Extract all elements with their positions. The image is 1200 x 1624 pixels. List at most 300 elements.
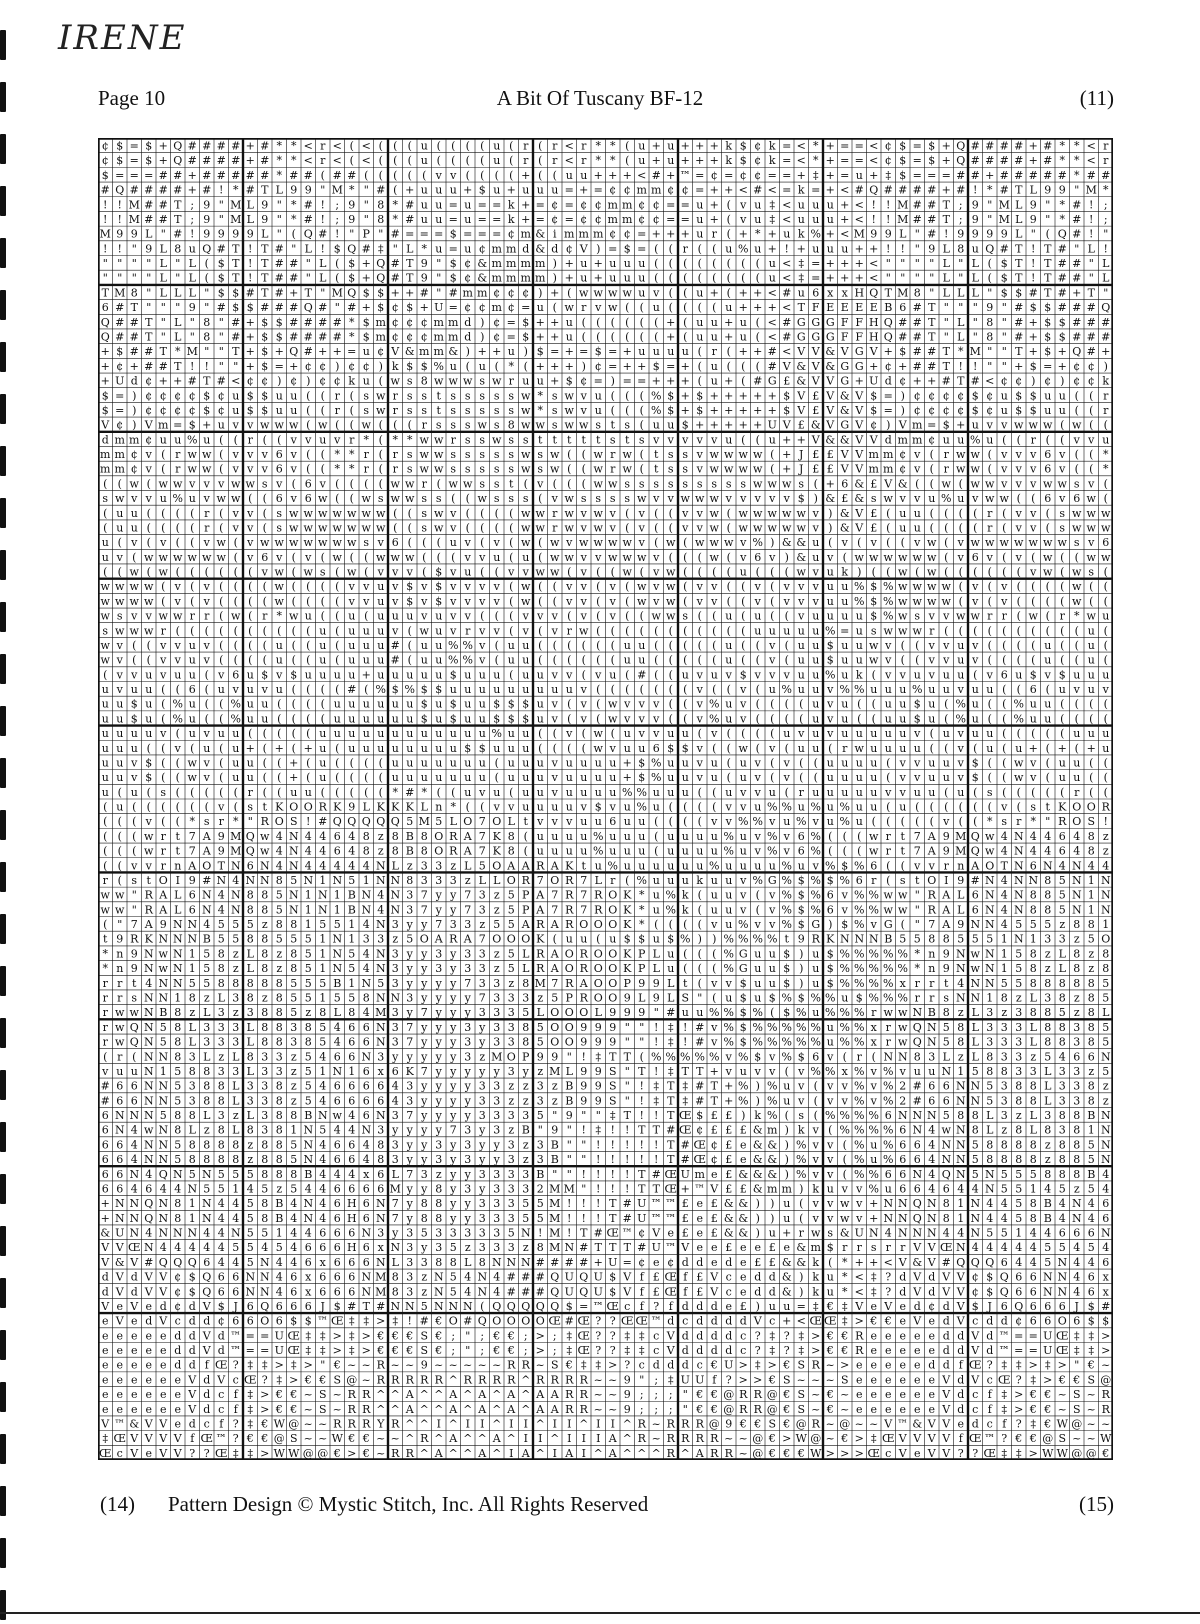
chart-symbol: v <box>913 463 921 476</box>
chart-symbol: u <box>261 698 268 711</box>
chart-symbol: 6 <box>363 1094 370 1107</box>
chart-symbol: % <box>753 1036 763 1049</box>
chart-symbol: 9 <box>638 1006 645 1019</box>
chart-symbol: ) <box>901 404 905 417</box>
chart-symbol: ( <box>1046 610 1050 623</box>
chart-symbol: $ <box>261 668 268 681</box>
chart-symbol: w <box>594 477 604 490</box>
chart-symbol: n <box>435 801 442 814</box>
chart-symbol: & <box>840 521 850 534</box>
chart-symbol: 7 <box>464 977 471 990</box>
chart-symbol: u <box>377 610 384 623</box>
chart-symbol: # <box>159 184 168 197</box>
chart-symbol: E <box>855 301 863 314</box>
chart-symbol: L <box>189 257 197 270</box>
chart-symbol: s <box>407 404 413 417</box>
chart-symbol: u <box>870 727 877 740</box>
chart-symbol: v <box>971 654 979 667</box>
chart-symbol: u <box>841 654 848 667</box>
chart-symbol: ( <box>785 742 789 755</box>
chart-symbol: = <box>840 624 849 637</box>
chart-symbol: u <box>247 683 254 696</box>
chart-symbol: 4 <box>334 1021 341 1034</box>
chart-symbol: % <box>854 918 864 931</box>
chart-symbol: w <box>985 830 995 843</box>
chart-symbol: ¢ <box>551 198 558 211</box>
chart-symbol: u <box>1059 404 1066 417</box>
chart-symbol: 4 <box>377 903 384 916</box>
chart-symbol: ! <box>944 228 948 241</box>
chart-symbol: ( <box>712 992 716 1005</box>
chart-symbol: u <box>116 771 123 784</box>
chart-symbol: s <box>421 404 427 417</box>
chart-symbol: r <box>581 140 587 153</box>
chart-symbol: u <box>798 668 805 681</box>
chart-symbol: y <box>420 992 428 1005</box>
chart-symbol: 5 <box>290 874 297 887</box>
chart-symbol: = <box>855 154 864 167</box>
chart-symbol: + <box>1029 345 1038 358</box>
chart-symbol: O <box>159 874 168 887</box>
chart-symbol: T <box>653 1124 661 1137</box>
chart-symbol: ( <box>277 727 281 740</box>
chart-symbol: 5 <box>189 977 196 990</box>
chart-symbol: t <box>944 977 949 990</box>
chart-symbol: 6 <box>348 1021 355 1034</box>
chart-symbol: ¢ <box>174 404 181 417</box>
chart-symbol: ( <box>103 918 107 931</box>
chart-symbol: < <box>304 154 313 167</box>
chart-symbol: G <box>739 962 748 975</box>
chart-symbol: M <box>114 286 125 299</box>
chart-symbol: + <box>724 1094 733 1107</box>
chart-symbol: 8 <box>943 1006 950 1019</box>
chart-symbol: T <box>609 1050 617 1063</box>
chart-symbol: v <box>812 521 820 534</box>
chart-symbol: T <box>1015 272 1023 285</box>
chart-symbol: w <box>913 551 923 564</box>
chart-symbol: w <box>434 433 444 446</box>
chart-symbol: % <box>767 933 777 946</box>
chart-symbol: " <box>538 1124 543 1137</box>
chart-symbol: 3 <box>218 1006 225 1019</box>
chart-symbol: v <box>957 771 965 784</box>
chart-symbol: N <box>332 1065 342 1078</box>
chart-symbol: u <box>899 727 906 740</box>
chart-symbol: 8 <box>232 977 239 990</box>
chart-symbol: 9 <box>798 933 805 946</box>
chart-symbol: $ <box>203 404 210 417</box>
chart-symbol: ( <box>770 727 774 740</box>
chart-symbol: + <box>1029 140 1038 153</box>
chart-symbol: ¢ <box>131 448 138 461</box>
chart-symbol: u <box>334 712 341 725</box>
chart-symbol: $ <box>624 933 631 946</box>
chart-symbol: w <box>449 375 459 388</box>
chart-symbol: v <box>449 566 457 579</box>
chart-symbol: 3 <box>493 1094 500 1107</box>
chart-symbol: ( <box>712 962 716 975</box>
chart-symbol: v <box>652 433 660 446</box>
chart-symbol: w <box>898 1006 908 1019</box>
chart-symbol: $ <box>740 1036 747 1049</box>
chart-symbol: u <box>464 698 471 711</box>
chart-symbol: v <box>464 536 472 549</box>
chart-symbol: u <box>479 668 486 681</box>
chart-symbol: 6 <box>899 301 906 314</box>
chart-symbol: v <box>638 507 646 520</box>
chart-symbol: u <box>450 683 457 696</box>
chart-symbol: 9 <box>972 198 979 211</box>
chart-symbol: O <box>275 815 284 828</box>
chart-symbol: v <box>478 580 486 593</box>
chart-symbol: ( <box>538 492 542 505</box>
chart-symbol: E <box>841 301 849 314</box>
chart-symbol: 6 <box>1102 536 1109 549</box>
chart-symbol: u <box>711 889 718 902</box>
chart-symbol: ( <box>234 580 238 593</box>
chart-symbol: # <box>231 169 240 182</box>
chart-symbol: u <box>682 668 689 681</box>
chart-symbol: ( <box>176 801 180 814</box>
chart-symbol: ( <box>263 786 267 799</box>
chart-symbol: ( <box>654 624 658 637</box>
chart-symbol: ) <box>828 507 832 520</box>
chart-symbol: u <box>537 845 544 858</box>
chart-symbol: ( <box>132 830 136 843</box>
chart-symbol: u <box>682 830 689 843</box>
chart-symbol: v <box>246 521 254 534</box>
chart-symbol: u <box>421 668 428 681</box>
chart-symbol: K <box>493 830 502 843</box>
chart-symbol: 9 <box>131 228 138 241</box>
chart-symbol: 3 <box>232 1021 239 1034</box>
chart-symbol: # <box>173 184 182 197</box>
chart-symbol: % <box>854 977 864 990</box>
chart-symbol: m <box>492 272 503 285</box>
chart-symbol: u <box>812 213 819 226</box>
chart-symbol: m <box>434 331 445 344</box>
chart-symbol: % <box>840 1021 850 1034</box>
chart-symbol: ( <box>582 331 586 344</box>
chart-symbol: u <box>812 947 819 960</box>
chart-symbol: L <box>986 1109 994 1122</box>
chart-symbol: # <box>376 184 385 197</box>
chart-symbol: 5 <box>914 933 921 946</box>
chart-symbol: 6 <box>348 1138 355 1151</box>
chart-symbol: 8 <box>1044 977 1051 990</box>
chart-symbol: = <box>840 154 849 167</box>
chart-symbol: k <box>682 903 689 916</box>
chart-symbol: N <box>115 1124 125 1137</box>
chart-symbol: < <box>782 301 791 314</box>
chart-symbol: u <box>537 698 544 711</box>
chart-symbol: ( <box>988 580 992 593</box>
chart-symbol: s <box>421 507 427 520</box>
chart-symbol: " <box>364 198 369 211</box>
chart-symbol: $ <box>870 404 877 417</box>
chart-symbol: P <box>624 977 632 990</box>
chart-symbol: O <box>608 992 617 1005</box>
chart-symbol: ( <box>712 624 716 637</box>
chart-symbol: # <box>898 316 907 329</box>
chart-symbol: " <box>1045 815 1050 828</box>
chart-symbol: s <box>494 448 500 461</box>
chart-symbol: A <box>550 947 560 960</box>
chart-symbol: Q <box>347 815 356 828</box>
chart-symbol: T <box>1044 242 1052 255</box>
chart-symbol: $ <box>450 272 457 285</box>
chart-symbol: u <box>247 712 254 725</box>
chart-symbol: t <box>553 433 558 446</box>
chart-symbol: = <box>1043 360 1052 373</box>
chart-symbol: % <box>840 1036 850 1049</box>
chart-symbol: ( <box>524 830 528 843</box>
chart-symbol: ( <box>712 639 716 652</box>
chart-symbol: ( <box>669 257 673 270</box>
chart-symbol: J <box>798 463 803 476</box>
chart-symbol: ( <box>219 566 223 579</box>
chart-symbol: u <box>914 1065 921 1078</box>
binding-hole <box>0 1486 6 1516</box>
chart-symbol: # <box>1087 301 1096 314</box>
chart-symbol: A <box>463 845 473 858</box>
chart-symbol: ( <box>292 727 296 740</box>
chart-symbol: v <box>203 639 211 652</box>
chart-symbol: ( <box>263 492 267 505</box>
chart-symbol: % <box>709 712 719 725</box>
chart-symbol: ( <box>1046 580 1050 593</box>
chart-symbol: # <box>130 316 139 329</box>
chart-symbol: v <box>696 507 704 520</box>
chart-symbol: * <box>1060 213 1066 226</box>
chart-symbol: T <box>667 1109 675 1122</box>
chart-symbol: v <box>739 492 747 505</box>
chart-symbol: 4 <box>348 1109 355 1122</box>
chart-symbol: L <box>232 1094 240 1107</box>
chart-symbol: # <box>260 301 269 314</box>
chart-symbol: 9 <box>957 918 964 931</box>
chart-symbol: ( <box>712 801 716 814</box>
chart-symbol: u <box>957 668 964 681</box>
chart-symbol: 4 <box>1059 859 1066 872</box>
chart-symbol: 8 <box>174 1124 181 1137</box>
chart-symbol: # <box>144 360 153 373</box>
chart-symbol: 5 <box>1001 977 1008 990</box>
chart-symbol: u <box>609 771 616 784</box>
chart-symbol: u <box>348 668 355 681</box>
chart-symbol: T <box>232 242 240 255</box>
chart-symbol: r <box>1103 154 1109 167</box>
chart-symbol: + <box>724 404 733 417</box>
chart-symbol: ¢ <box>885 360 892 373</box>
chart-symbol: u <box>711 874 718 887</box>
chart-symbol: w <box>898 903 908 916</box>
chart-symbol: 8 <box>406 874 413 887</box>
chart-symbol: 8 <box>189 1109 196 1122</box>
chart-symbol: + <box>565 272 574 285</box>
chart-symbol: G <box>840 375 849 388</box>
chart-symbol: ( <box>408 507 412 520</box>
chart-symbol: = <box>130 169 139 182</box>
chart-symbol: w <box>927 580 937 593</box>
chart-symbol: ( <box>683 566 687 579</box>
chart-symbol: ( <box>1017 639 1021 652</box>
chart-symbol: w <box>159 566 169 579</box>
chart-symbol: v <box>174 595 182 608</box>
chart-symbol: k <box>769 140 776 153</box>
chart-symbol: + <box>666 169 675 182</box>
chart-symbol: ( <box>567 286 571 299</box>
chart-symbol: 1 <box>189 947 196 960</box>
chart-symbol: ( <box>640 331 644 344</box>
chart-symbol: % <box>376 683 386 696</box>
chart-symbol: v <box>449 624 457 637</box>
chart-symbol: u <box>754 610 761 623</box>
chart-symbol: z <box>537 992 543 1005</box>
chart-symbol: = <box>724 169 733 182</box>
chart-symbol: ( <box>234 433 238 446</box>
chart-symbol: % <box>796 815 806 828</box>
chart-symbol: + <box>710 389 719 402</box>
chart-symbol: N <box>158 992 168 1005</box>
chart-symbol: w <box>724 448 734 461</box>
chart-symbol: w <box>115 1036 125 1049</box>
chart-symbol: % <box>666 903 676 916</box>
chart-symbol: A <box>144 918 154 931</box>
chart-symbol: u <box>276 404 283 417</box>
chart-symbol: 3 <box>537 1080 544 1093</box>
chart-symbol: N <box>912 1006 922 1019</box>
chart-symbol: ( <box>393 184 397 197</box>
chart-symbol: < <box>855 213 864 226</box>
chart-symbol: k <box>348 375 355 388</box>
chart-symbol: $ <box>653 360 660 373</box>
chart-symbol: ( <box>335 272 339 285</box>
chart-symbol: ( <box>321 463 325 476</box>
chart-symbol: T <box>928 316 936 329</box>
chart-symbol: ( <box>1104 566 1108 579</box>
chart-symbol: u <box>566 331 573 344</box>
chart-symbol: ( <box>451 551 455 564</box>
chart-symbol: z <box>233 947 239 960</box>
chart-symbol: 8 <box>1030 889 1037 902</box>
chart-symbol: 5 <box>348 992 355 1005</box>
chart-symbol: + <box>159 154 168 167</box>
chart-symbol: ( <box>698 947 702 960</box>
chart-symbol: w <box>985 845 995 858</box>
chart-symbol: 8 <box>508 830 515 843</box>
chart-symbol: 8 <box>1073 947 1080 960</box>
chart-symbol: % <box>637 874 647 887</box>
chart-symbol: y <box>420 977 428 990</box>
chart-symbol: ( <box>712 742 716 755</box>
chart-symbol: " <box>900 257 905 270</box>
chart-symbol: % <box>854 1036 864 1049</box>
chart-symbol: 3 <box>1001 1050 1008 1063</box>
chart-symbol: u <box>711 316 718 329</box>
chart-symbol: d <box>551 242 558 255</box>
chart-symbol: v <box>725 977 733 990</box>
chart-symbol: * <box>393 198 399 211</box>
chart-symbol: m <box>100 448 111 461</box>
chart-symbol: m <box>869 463 880 476</box>
chart-symbol: % <box>651 1050 661 1063</box>
chart-symbol: % <box>767 830 777 843</box>
chart-symbol: v <box>696 448 704 461</box>
chart-symbol: 8 <box>957 1021 964 1034</box>
chart-symbol: u <box>740 756 747 769</box>
chart-symbol: 5 <box>174 1138 181 1151</box>
chart-symbol: 5 <box>319 1036 326 1049</box>
chart-symbol: % <box>651 389 661 402</box>
chart-symbol: ( <box>770 771 774 784</box>
chart-symbol: 8 <box>421 845 428 858</box>
chart-symbol: 8 <box>1088 1094 1095 1107</box>
chart-symbol: 5 <box>1030 918 1037 931</box>
chart-symbol: u <box>131 683 138 696</box>
chart-symbol: u <box>363 624 370 637</box>
chart-symbol: V <box>869 433 879 446</box>
chart-symbol: + <box>507 184 516 197</box>
chart-symbol: " <box>103 272 108 285</box>
chart-symbol: v <box>145 463 153 476</box>
chart-symbol: = <box>782 140 791 153</box>
chart-symbol: 5 <box>1059 889 1066 902</box>
chart-symbol: w <box>550 536 560 549</box>
chart-symbol: r <box>320 154 326 167</box>
chart-symbol: s <box>262 477 268 490</box>
chart-symbol: R <box>522 874 531 887</box>
chart-symbol: v <box>754 845 762 858</box>
chart-symbol: 3 <box>464 1124 471 1137</box>
chart-symbol: N <box>1072 903 1082 916</box>
chart-symbol: ( <box>654 830 658 843</box>
chart-symbol: ( <box>451 140 455 153</box>
chart-symbol: ( <box>335 683 339 696</box>
chart-symbol: % <box>738 242 748 255</box>
chart-symbol: ( <box>567 712 571 725</box>
chart-symbol: # <box>101 184 110 197</box>
chart-symbol: s <box>450 404 456 417</box>
chart-symbol: y <box>420 1109 428 1122</box>
chart-symbol: 3 <box>479 962 486 975</box>
chart-symbol: u <box>522 375 529 388</box>
chart-symbol: 9 <box>595 1094 602 1107</box>
chart-symbol: ( <box>1104 595 1108 608</box>
chart-symbol: # <box>188 375 197 388</box>
chart-symbol: = <box>478 228 487 241</box>
chart-symbol: $ <box>102 389 109 402</box>
chart-symbol: 4 <box>1001 918 1008 931</box>
chart-symbol: + <box>246 140 255 153</box>
chart-symbol: V <box>825 375 835 388</box>
chart-symbol: # <box>782 286 791 299</box>
chart-symbol: E <box>870 301 878 314</box>
chart-symbol: ( <box>712 610 716 623</box>
chart-symbol: N <box>898 1050 908 1063</box>
chart-symbol: v <box>493 580 501 593</box>
chart-symbol: 5 <box>305 962 312 975</box>
chart-symbol: v <box>928 610 936 623</box>
chart-symbol: 5 <box>1102 1021 1109 1034</box>
chart-symbol: 6 <box>189 683 196 696</box>
chart-symbol: ( <box>669 551 673 564</box>
chart-symbol: y <box>435 1021 443 1034</box>
chart-symbol: ( <box>1060 551 1064 564</box>
chart-symbol: ( <box>901 918 905 931</box>
chart-symbol: m <box>535 272 546 285</box>
